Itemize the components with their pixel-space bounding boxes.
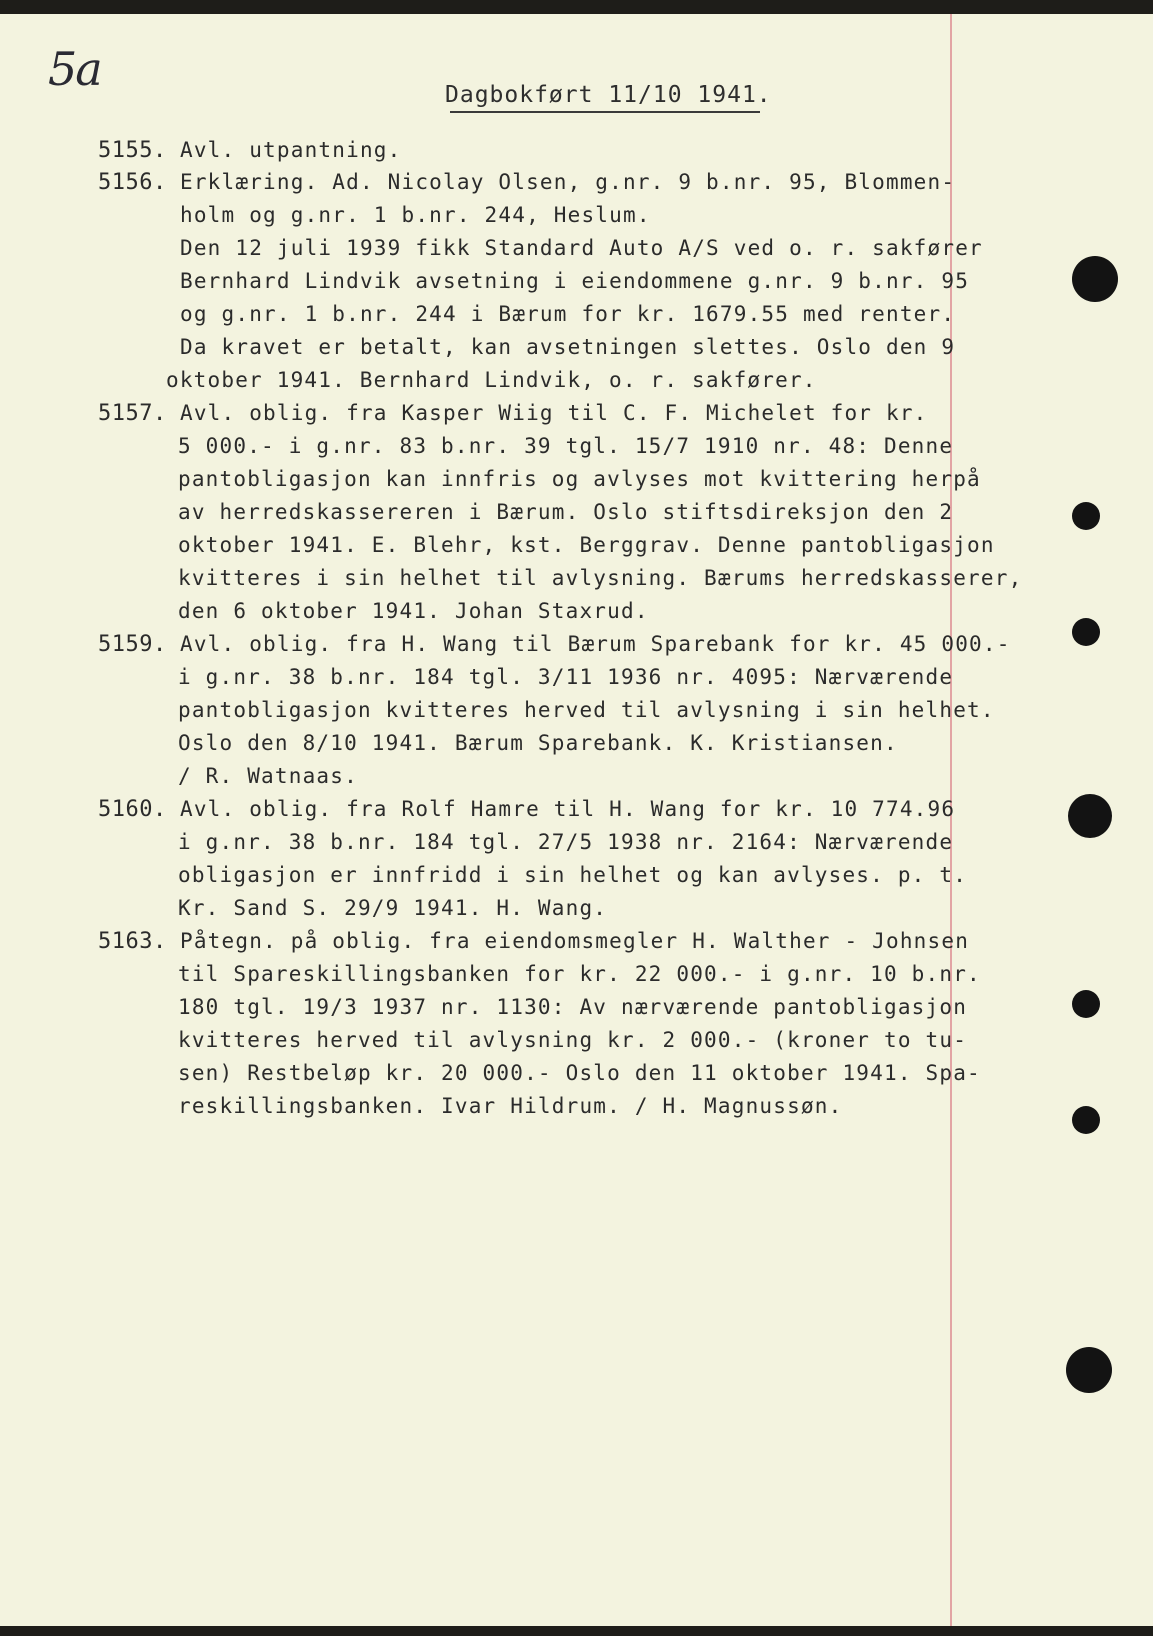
entry-line: Bernhard Lindvik avsetning i eiendommene g.nr. 9 b.nr. 95 bbox=[180, 269, 970, 293]
entry-line: Oslo den 8/10 1941. Bærum Sparebank. K. Kristiansen. bbox=[178, 731, 898, 755]
entry-line: den 6 oktober 1941. Johan Staxrud. bbox=[178, 599, 649, 623]
page-header: Dagbokført 11/10 1941. bbox=[445, 82, 772, 108]
entry-line: og g.nr. 1 b.nr. 244 i Bærum for kr. 1679.55 med renter. bbox=[180, 302, 956, 326]
entry-number: 5155. bbox=[98, 138, 167, 163]
entry-line: Erklæring. Ad. Nicolay Olsen, g.nr. 9 b.nr. 95, Blommen- bbox=[180, 170, 956, 194]
entry-line: reskillingsbanken. Ivar Hildrum. / H. Magnussøn. bbox=[178, 1094, 843, 1118]
entry-line: av herredskassereren i Bærum. Oslo stiftsdireksjon den 2 bbox=[178, 500, 954, 524]
entry-line: Avl. oblig. fra Kasper Wiig til C. F. Michelet for kr. bbox=[180, 401, 928, 425]
entry-line: Avl. utpantning. bbox=[180, 138, 402, 162]
entry-line: oktober 1941. Bernhard Lindvik, o. r. sakfører. bbox=[166, 368, 817, 392]
entry-number: 5160. bbox=[98, 797, 167, 822]
punch-hole bbox=[1072, 1106, 1100, 1134]
entry-line: sen) Restbeløp kr. 20 000.- Oslo den 11 oktober 1941. Spa- bbox=[178, 1061, 981, 1085]
entry-number: 5157. bbox=[98, 401, 167, 426]
entry-line: 180 tgl. 19/3 1937 nr. 1130: Av nærværende pantobligasjon bbox=[178, 995, 968, 1019]
punch-hole bbox=[1072, 502, 1100, 530]
punch-hole bbox=[1068, 794, 1112, 838]
entry-line: i g.nr. 38 b.nr. 184 tgl. 27/5 1938 nr. 2164: Nærværende bbox=[178, 830, 954, 854]
entry-line: kvitteres i sin helhet til avlysning. Bærums herredskasserer, bbox=[178, 566, 1023, 590]
punch-hole bbox=[1072, 990, 1100, 1018]
entry-line: Avl. oblig. fra Rolf Hamre til H. Wang for kr. 10 774.96 bbox=[180, 797, 956, 821]
entry-line: obligasjon er innfridd i sin helhet og kan avlyses. p. t. bbox=[178, 863, 968, 887]
entry-line: oktober 1941. E. Blehr, kst. Berggrav. Denne pantobligasjon bbox=[178, 533, 995, 557]
punch-hole bbox=[1072, 618, 1100, 646]
entry-line: pantobligasjon kan innfris og avlyses mot kvittering herpå bbox=[178, 467, 981, 491]
entry-line: Da kravet er betalt, kan avsetningen slettes. Oslo den 9 bbox=[180, 335, 956, 359]
entry-number: 5156. bbox=[98, 170, 167, 195]
page-mark: 5a bbox=[48, 42, 101, 96]
entry-line: til Spareskillingsbanken for kr. 22 000.- i g.nr. 10 b.nr. bbox=[178, 962, 981, 986]
entry-line: Påtegn. på oblig. fra eiendomsmegler H. Walther - Johnsen bbox=[180, 929, 970, 953]
entry-number: 5163. bbox=[98, 929, 167, 954]
entry-line: kvitteres herved til avlysning kr. 2 000.- (kroner to tu- bbox=[178, 1028, 968, 1052]
entry-line: 5 000.- i g.nr. 83 b.nr. 39 tgl. 15/7 1910 nr. 48: Denne bbox=[178, 434, 954, 458]
document-page bbox=[0, 14, 1153, 1626]
entry-line: Den 12 juli 1939 fikk Standard Auto A/S ved o. r. sakfører bbox=[180, 236, 983, 260]
entry-line: Kr. Sand S. 29/9 1941. H. Wang. bbox=[178, 896, 608, 920]
punch-hole bbox=[1066, 1347, 1112, 1393]
entry-line: Avl. oblig. fra H. Wang til Bærum Sparebank for kr. 45 000.- bbox=[180, 632, 1011, 656]
entry-line: i g.nr. 38 b.nr. 184 tgl. 3/11 1936 nr. 4095: Nærværende bbox=[178, 665, 954, 689]
entry-line: holm og g.nr. 1 b.nr. 244, Heslum. bbox=[180, 203, 651, 227]
punch-hole bbox=[1072, 256, 1118, 302]
entry-line: pantobligasjon kvitteres herved til avlysning i sin helhet. bbox=[178, 698, 995, 722]
entry-number: 5159. bbox=[98, 632, 167, 657]
entry-line: / R. Watnaas. bbox=[178, 764, 358, 788]
header-underline bbox=[450, 111, 760, 113]
